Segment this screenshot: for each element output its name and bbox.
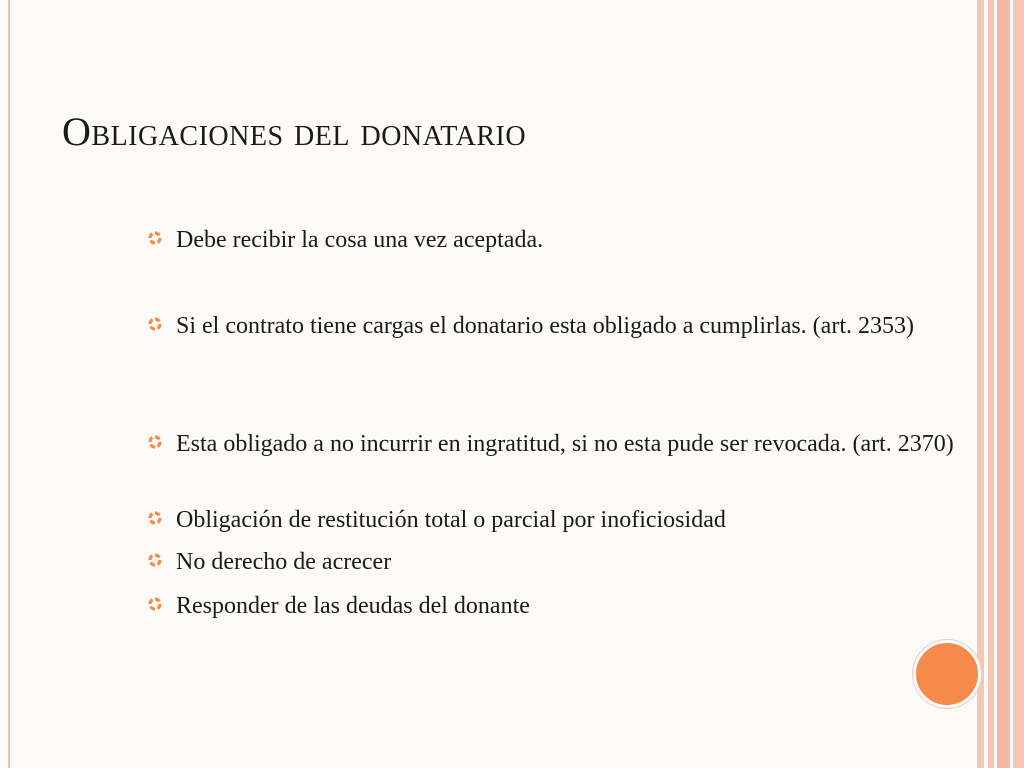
decorative-circle	[913, 640, 981, 708]
orange-ring-icon	[148, 317, 162, 331]
slide-title: Obligaciones del donatario	[62, 109, 527, 154]
list-item	[148, 504, 963, 536]
right-border-stripe	[977, 0, 984, 768]
bullet-text: Si el contrato tiene cargas el donatario esta obligado a cumplirlas. (art. 2353)	[176, 313, 914, 339]
bullet-text: No derecho de acrecer	[176, 549, 392, 575]
orange-ring-icon	[148, 511, 162, 525]
orange-ring-icon	[148, 231, 162, 245]
right-border-stripe	[997, 0, 1010, 768]
list-item	[148, 590, 963, 622]
bullet-text: Debe recibir la cosa una vez aceptada.	[176, 227, 544, 253]
list-item	[148, 310, 963, 342]
orange-ring-icon	[148, 597, 162, 611]
bullet-text: Esta obligado a no incurrir en ingratitud, si no esta pude ser revocada. (art. 2370)	[176, 431, 954, 457]
right-border-stripe	[988, 0, 994, 768]
orange-ring-icon	[148, 435, 162, 449]
right-border-stripe	[1013, 0, 1024, 768]
bullet-text: Responder de las deudas del donante	[176, 593, 530, 619]
list-item	[148, 546, 963, 578]
list-item	[148, 428, 963, 460]
left-border-line	[8, 0, 10, 768]
list-item	[148, 224, 963, 256]
orange-ring-icon	[148, 553, 162, 567]
bullet-text: Obligación de restitución total o parcial por inoficiosidad	[176, 507, 726, 533]
